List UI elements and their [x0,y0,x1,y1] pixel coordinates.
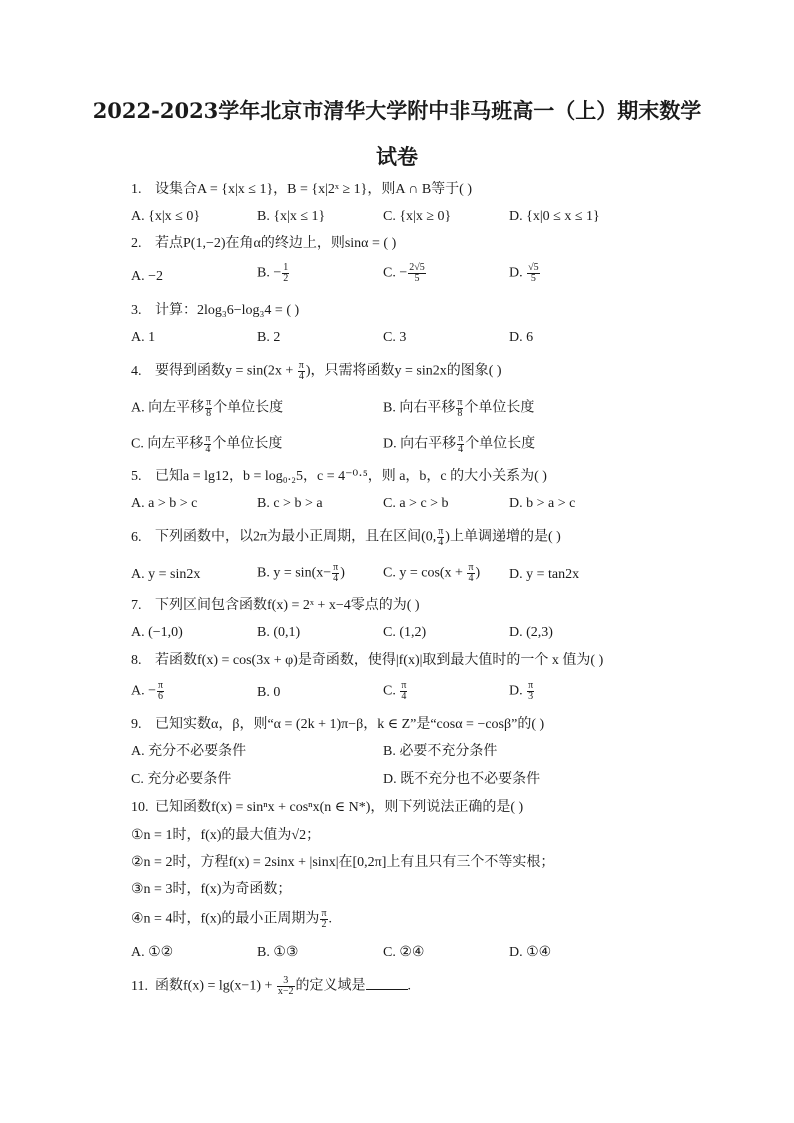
fraction: $\frac{\pi}{4}$ [458,433,464,455]
question-1 [131,181,472,199]
q8-option-d: D. $\frac{\pi}{3}$ [509,680,534,702]
question-number: 6. [131,529,142,545]
fraction: $\frac{\pi}{3}$ [528,680,534,702]
question-stem: 计算：2log₃6−log₃4 = ( ) [155,303,300,318]
question-stem: 已知函数f(x) = sinⁿx + cosⁿx(n ∈ N*)，则下列说法正确的是( ) [155,800,524,815]
q1-option-d: D. {x|0 ≤ x ≤ 1} [509,209,600,224]
exam-title-continued: 试卷 [376,144,418,169]
answer-blank [366,977,408,990]
q6-option-d: D. y = tan2x [509,567,580,582]
q9-option-a: A. 充分不必要条件 [131,744,247,759]
question-number: 8. [131,653,142,668]
fraction: $\frac{\pi}{4}$ [401,680,407,702]
q1-option-a: A. {x|x ≤ 0} [131,209,201,224]
q7-option-b: B. (0,1) [257,625,301,640]
q8-option-c: C. $\frac{\pi}{4}$ [383,680,407,702]
question-stem: 若函数f(x) = cos(3x + φ)是奇函数，使得|f(x)|取到最大值时的一个 x 值为( ) [155,653,604,668]
q10-option-c: C. ②④ [383,945,425,960]
question-number: 4. [131,363,142,379]
question-stem: 已知a = lg12，b = log₀.₂5，c = 4⁻⁰·⁵，则 a，b，c 的大小关系为( ) [155,469,547,484]
fraction: $\frac{\pi}{4}$ [438,526,444,548]
fraction: $\frac{√5}{5}$ [528,262,539,284]
question-3 [131,302,299,320]
q10-statement-3: ③n = 3时，f(x)为奇函数； [131,882,292,897]
q2-option-d: D. $\frac{√5}{5}$ [509,262,539,284]
q5-option-d: D. b > a > c [509,496,576,511]
q2-option-c: C. − $\frac{2√5}{5}$ [383,262,425,284]
question-number: 10. [131,800,149,815]
q1-option-c: C. {x|x ≥ 0} [383,209,452,224]
q8-option-b: B. 0 [257,685,281,700]
q7-option-d: D. (2,3) [509,625,553,640]
q3-option-a: A. 1 [131,330,156,345]
question-4: 4. 要得到函数y = sin(2x + $\frac{\pi}{4}$ )，只需将函数y = sin2x的图象( ) [131,360,502,382]
question-11: 11. 函数f(x) = lg(x−1) + $\frac{3}{x-2}$ 的定义域是 . [131,975,412,997]
q10-option-d: D. ①④ [509,945,552,960]
question-number: 9. [131,717,142,732]
question-stem: 已知实数α，β，则“α = (2k + 1)π−β，k ∈ Z”是“cosα = −cosβ”的( ) [155,717,545,732]
question-number: 2. [131,236,142,251]
q10-option-b: B. ①③ [257,945,299,960]
q2-option-b: B. − $\frac{1}{2}$ [257,262,289,284]
q7-option-a: A. (−1,0) [131,625,183,640]
question-number: 7. [131,598,142,613]
question-number: 1. [131,182,142,197]
q9-option-d: D. 既不充分也不必要条件 [383,772,541,787]
question-number: 11. [131,978,148,994]
q6-option-b: B. y = sin(x− $\frac{\pi}{4}$ ) [257,562,345,584]
fraction: $\frac{\pi}{8}$ [206,397,212,419]
q4-option-c: C. 向左平移 $\frac{\pi}{4}$ 个单位长度 [131,433,283,455]
q3-option-c: C. 3 [383,330,407,345]
question-stem: 设集合A = {x|x ≤ 1}，B = {x|2ˣ ≥ 1}，则A ∩ B等于( ) [155,182,472,197]
question-stem: 下列区间包含函数f(x) = 2ˣ + x−4零点的为( ) [155,598,420,613]
fraction: $\frac{\pi}{4}$ [298,360,304,382]
q4-option-a: A. 向左平移 $\frac{\pi}{8}$ 个单位长度 [131,397,284,419]
question-9 [131,716,544,734]
question-7 [131,597,420,615]
fraction: $\frac{1}{2}$ [283,262,289,284]
question-6: 6. 下列函数中，以2π为最小正周期，且在区间(0, $\frac{\pi}{4}$ )上单调递增的是( ) [131,526,561,548]
q10-statement-2: ②n = 2时，方程f(x) = 2sinx + |sinx|在[0,2π]上有且只有三个不等实根； [131,855,555,870]
fraction: $\frac{\pi}{6}$ [158,680,164,702]
q5-option-b: B. c > b > a [257,496,323,511]
q9-option-b: B. 必要不充分条件 [383,744,498,759]
fraction: $\frac{3}{x-2}$ [277,975,294,997]
question-10 [131,799,523,817]
q7-option-c: C. (1,2) [383,625,427,640]
q10-statement-4: ④n = 4时，f(x)的最小正周期为 $\frac{\pi}{2}$ . [131,908,332,930]
q2-option-a: A. −2 [131,269,164,284]
fraction: $\frac{\pi}{4}$ [205,433,211,455]
question-stem: 若点P(1,−2)在角α的终边上，则sinα = ( ) [155,236,397,251]
q5-option-a: A. a > b > c [131,496,198,511]
q3-option-b: B. 2 [257,330,281,345]
q9-option-c: C. 充分必要条件 [131,772,232,787]
question-5 [131,468,547,486]
fraction: $\frac{\pi}{4}$ [468,562,474,584]
q6-option-c: C. y = cos(x + $\frac{\pi}{4}$ ) [383,562,481,584]
q1-option-b: B. {x|x ≤ 1} [257,209,326,224]
q4-option-d: D. 向右平移 $\frac{\pi}{4}$ 个单位长度 [383,433,536,455]
q6-option-a: A. y = sin2x [131,567,201,582]
q5-option-c: C. a > c > b [383,496,449,511]
fraction: $\frac{\pi}{2}$ [321,908,327,930]
fraction: $\frac{2√5}{5}$ [409,262,425,284]
fraction: $\frac{\pi}{8}$ [457,397,463,419]
question-2 [131,235,396,253]
q10-option-a: A. ①② [131,945,174,960]
question-number: 5. [131,469,142,484]
q3-option-d: D. 6 [509,330,534,345]
exam-title: 2022-2023学年北京市清华大学附中非马班高一（上）期末数学 [92,98,702,123]
q8-option-a: A. − $\frac{\pi}{6}$ [131,680,164,702]
fraction: $\frac{\pi}{4}$ [333,562,339,584]
question-8 [131,652,603,670]
question-number: 3. [131,303,142,318]
q10-statement-1: ①n = 1时，f(x)的最大值为√2； [131,828,321,843]
q4-option-b: B. 向右平移 $\frac{\pi}{8}$ 个单位长度 [383,397,535,419]
